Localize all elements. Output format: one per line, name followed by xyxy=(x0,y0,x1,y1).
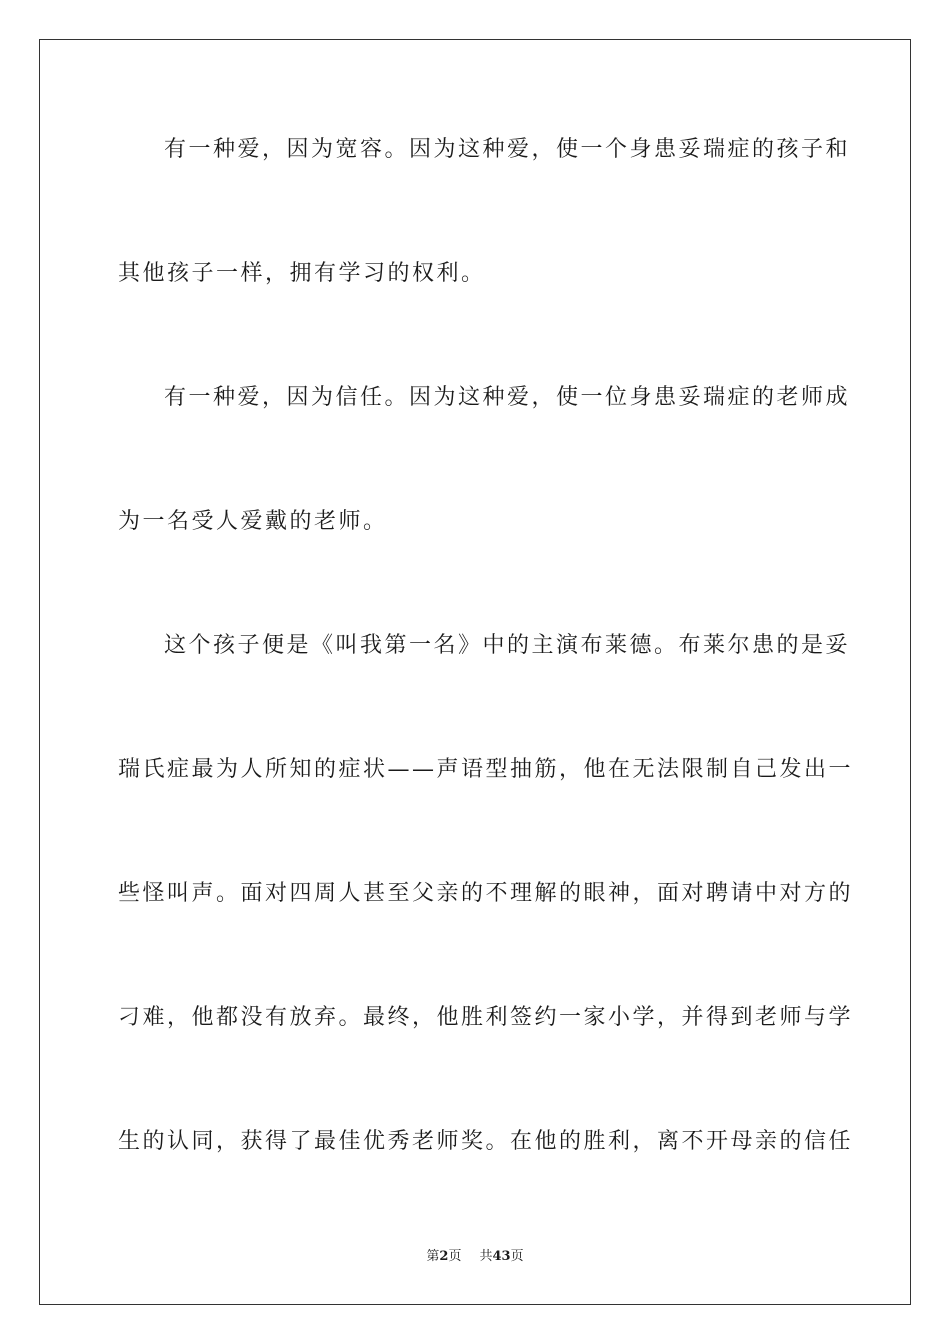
page-prefix: 第 xyxy=(426,1249,440,1264)
paragraph-3-line-1: 这个孩子便是《叫我第一名》中的主演布莱德。布莱尔患的是妥 xyxy=(164,633,851,658)
total-suffix: 页 xyxy=(510,1249,524,1264)
paragraph-1-line-1: 有一种爱，因为宽容。因为这种爱，使一个身患妥瑞症的孩子和 xyxy=(164,137,851,162)
paragraph-3-line-2: 瑞氏症最为人所知的症状——声语型抽筋，他在无法限制自己发出一 xyxy=(118,757,854,782)
paragraph-3-line-5: 生的认同，获得了最佳优秀老师奖。在他的胜利，离不开母亲的信任 xyxy=(118,1129,854,1154)
total-prefix: 共 xyxy=(479,1249,493,1264)
paragraph-2-line-1: 有一种爱，因为信任。因为这种爱，使一位身患妥瑞症的老师成 xyxy=(164,385,851,410)
paragraph-3-line-3: 些怪叫声。面对四周人甚至父亲的不理解的眼神，面对聘请中对方的 xyxy=(118,881,854,906)
paragraph-2-line-2: 为一名受人爱戴的老师。 xyxy=(118,509,388,534)
page-suffix: 页 xyxy=(448,1249,462,1264)
page-border xyxy=(39,39,911,1305)
page-number: 2 xyxy=(439,1249,449,1264)
paragraph-1-line-2: 其他孩子一样，拥有学习的权利。 xyxy=(118,261,486,286)
total-pages: 43 xyxy=(492,1249,511,1264)
paragraph-3-line-4: 刁难，他都没有放弃。最终，他胜利签约一家小学，并得到老师与学 xyxy=(118,1005,854,1030)
page-footer xyxy=(0,1248,950,1266)
